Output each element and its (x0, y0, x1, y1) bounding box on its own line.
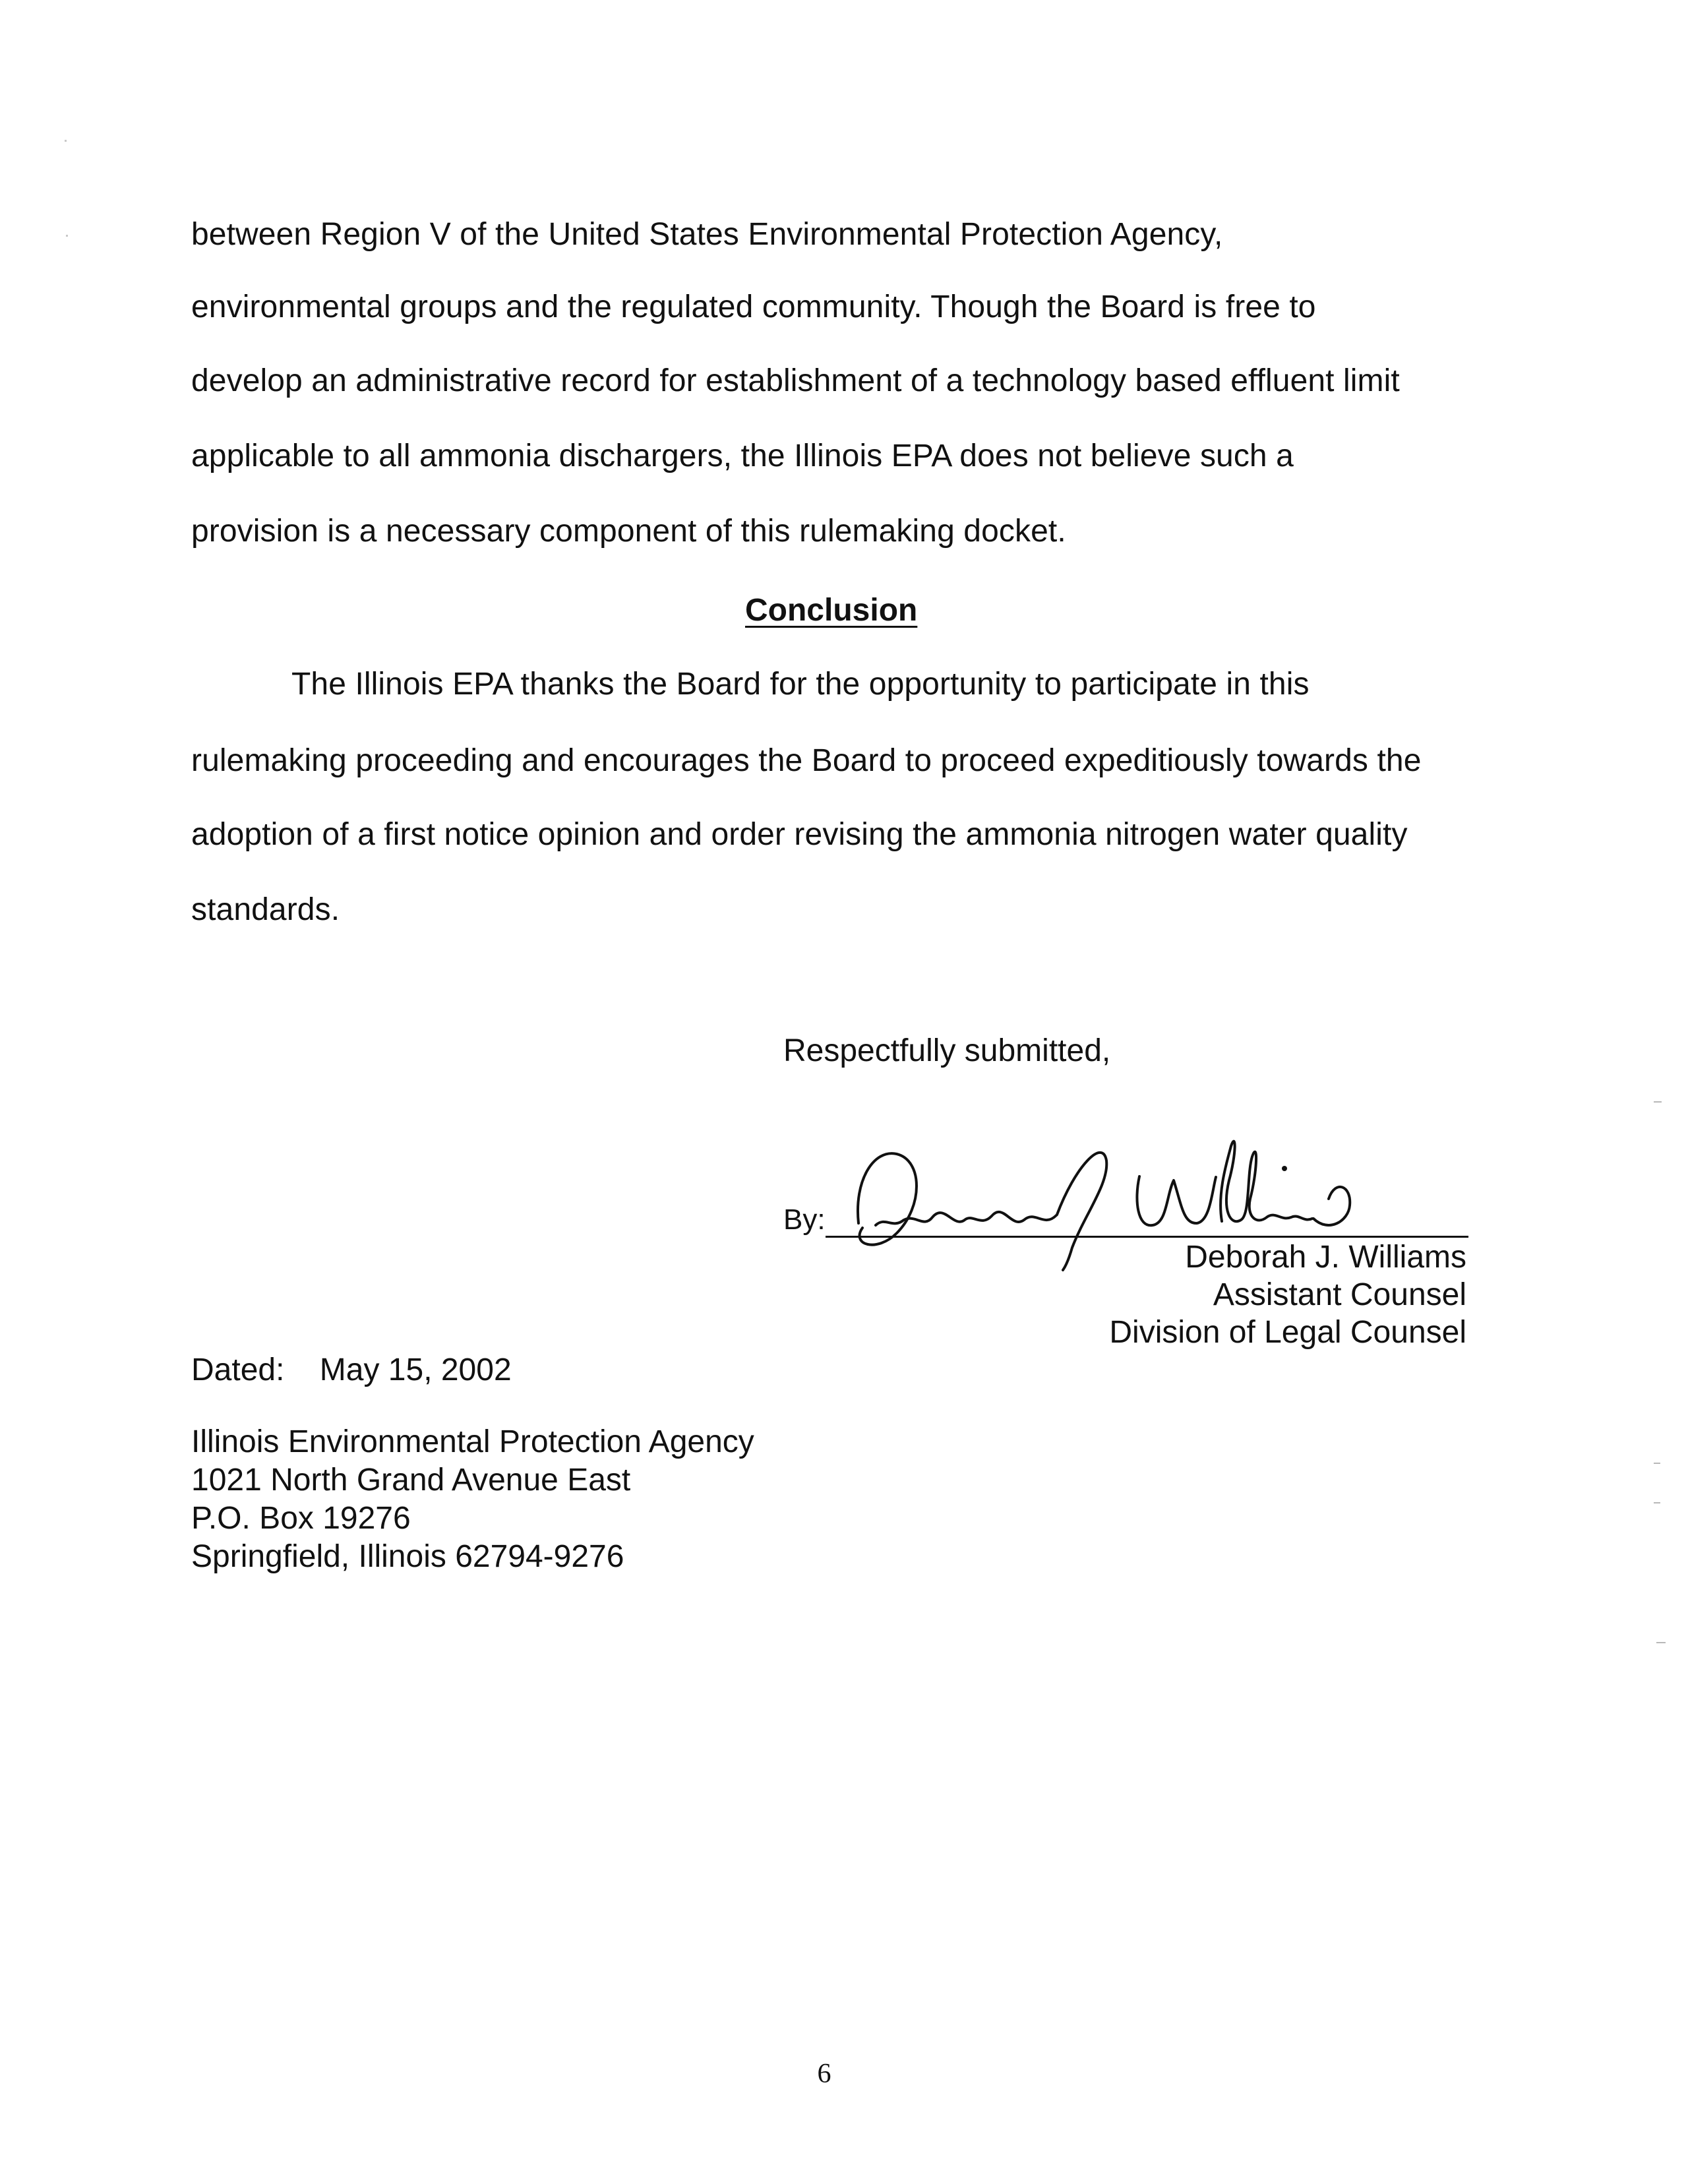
address-line-2: 1021 North Grand Avenue East (191, 1463, 631, 1498)
address-line-4: Springfield, Illinois 62794-9276 (191, 1539, 624, 1574)
dated-label: Dated: (191, 1352, 285, 1387)
signatory-division: Division of Legal Counsel (1109, 1315, 1466, 1350)
closing-salutation: Respectfully submitted, (783, 1033, 1111, 1068)
page-number: 6 (817, 2059, 831, 2089)
body-line-1: between Region V of the United States Environmental Protection Agency, (191, 217, 1223, 252)
conclusion-line-1: The Illinois EPA thanks the Board for the opportunity to participate in this (291, 667, 1310, 702)
scan-speck (66, 235, 68, 237)
by-label: By: (783, 1203, 826, 1236)
signatory-name: Deborah J. Williams (1185, 1240, 1466, 1275)
scan-margin-mark (1654, 1101, 1662, 1103)
scan-margin-mark (1654, 1463, 1660, 1464)
scan-margin-mark (1654, 1502, 1660, 1503)
scan-margin-mark (1656, 1642, 1666, 1643)
signature-block (1109, 1238, 1466, 1351)
scan-speck (65, 140, 67, 142)
dated-line (191, 1350, 512, 1390)
address-line-3: P.O. Box 19276 (191, 1501, 411, 1536)
signatory-title: Assistant Counsel (1213, 1277, 1466, 1312)
body-line-2: environmental groups and the regulated community. Though the Board is free to (191, 289, 1316, 324)
agency-address (191, 1423, 754, 1576)
conclusion-line-2: rulemaking proceeding and encourages the Board to proceed expeditiously towards the (191, 743, 1422, 778)
dated-value: May 15, 2002 (319, 1352, 512, 1387)
address-line-1: Illinois Environmental Protection Agency (191, 1424, 754, 1459)
body-line-4: applicable to all ammonia dischargers, the Illinois EPA does not believe such a (191, 439, 1294, 473)
body-line-3: develop an administrative record for establishment of a technology based effluent limit (191, 363, 1400, 398)
signature-line (826, 1236, 1468, 1238)
body-line-5: provision is a necessary component of this rulemaking docket. (191, 514, 1066, 549)
conclusion-line-4: standards. (191, 892, 340, 927)
dated-spacer (293, 1352, 311, 1387)
conclusion-line-3: adoption of a first notice opinion and order revising the ammonia nitrogen water quality (191, 817, 1408, 852)
section-heading: Conclusion (745, 593, 918, 628)
